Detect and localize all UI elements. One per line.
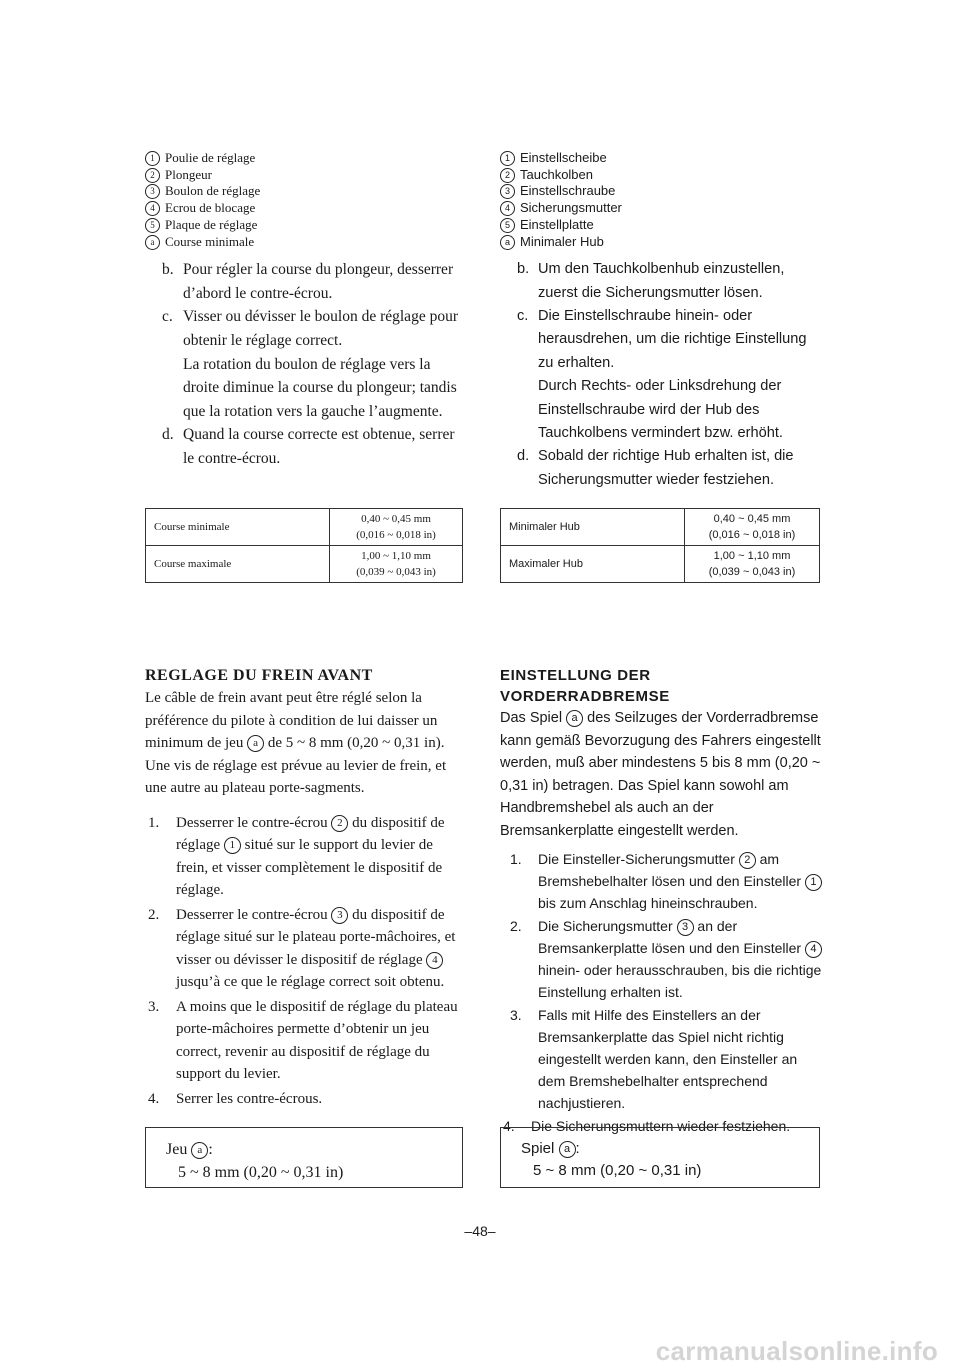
table-row [501, 546, 820, 583]
callout-marker: 4 [145, 201, 160, 216]
spec-label: Minimaler Hub [501, 509, 685, 546]
spec-value-inches: (0,016 ~ 0,018 in) [708, 529, 796, 541]
spec-label: Course minimale [146, 509, 330, 546]
callout-marker: 4 [805, 941, 822, 958]
spec-value-inches: (0,039 ~ 0,043 in) [356, 566, 436, 578]
legend-item [500, 183, 822, 200]
step-text: Durch Rechts- oder Linksdrehung der Einstellschraube wird der Hub des Tauchkolbens vermindert bzw. erhöht. [538, 378, 783, 442]
german-brake-section [500, 665, 822, 1138]
step-text: am Bremshebelhalter lösen und den Einsteller [538, 851, 802, 889]
procedure-step [500, 305, 822, 375]
legend-item [145, 234, 463, 251]
step-text: Pour régler la course du plongeur, desserrer d’abord le contre-écrou. [183, 261, 454, 302]
step-letter: c. [517, 308, 529, 325]
box-colon: : [575, 1140, 580, 1157]
table-row [501, 509, 820, 546]
legend-text: Tauchkolben [520, 166, 593, 182]
step-number: 1. [510, 851, 522, 867]
callout-marker: a [500, 235, 515, 250]
legend-item [500, 234, 822, 251]
callout-marker: a [566, 710, 583, 727]
numbered-step [500, 848, 822, 914]
spec-value-cell [685, 546, 820, 583]
callout-marker: 2 [500, 168, 515, 183]
legend-item [145, 217, 463, 234]
step-number: 2. [148, 906, 160, 923]
step-text: jusqu’à ce que le réglage correct soit obtenu. [176, 974, 445, 991]
procedure-step [500, 445, 822, 492]
spec-box-label [521, 1138, 819, 1160]
german-spec-table [500, 508, 820, 583]
step-number: 1. [148, 814, 160, 831]
numbered-step [145, 904, 463, 994]
step-text: Die Sicherungsmuttern wieder festziehen. [531, 1118, 791, 1134]
procedure-step [145, 423, 463, 470]
callout-marker: 3 [677, 919, 694, 936]
callout-marker: 4 [500, 201, 515, 216]
spec-value-cell [685, 509, 820, 546]
step-letter: b. [517, 261, 530, 278]
step-text: La rotation du boulon de réglage vers la droite diminue la course du plongeur; tandis que la rotation vers la gauche l’augmente. [183, 355, 457, 420]
table-row [146, 546, 463, 583]
legend-item [145, 183, 463, 200]
step-number: 3. [148, 998, 160, 1015]
spec-value: 1,00 ~ 1,10 mm [361, 550, 431, 562]
german-play-spec-box [500, 1127, 820, 1188]
legend-text: Sicherungsmutter [520, 200, 622, 216]
watermark: carmanualsonline.info [655, 1336, 938, 1366]
french-play-spec-box [145, 1127, 463, 1188]
intro-text: Das Spiel [500, 710, 563, 726]
french-brake-section [145, 665, 463, 1112]
callout-marker: a [191, 1142, 208, 1159]
spec-value-inches: (0,039 ~ 0,043 in) [708, 566, 796, 578]
callout-marker: 5 [145, 218, 160, 233]
german-numbered-steps [500, 848, 822, 1137]
german-intro-paragraph [500, 707, 822, 842]
step-text: an der Bremsankerplatte lösen und den Einsteller [538, 918, 802, 956]
step-text: Um den Tauchkolbenhub einzustellen, zuerst die Sicherungsmutter lösen. [538, 261, 785, 301]
step-text: Desserrer le contre-écrou [176, 906, 328, 923]
step-text: situé sur le support du levier de frein, et visser complètement le dispositif de réglage. [176, 837, 443, 899]
step-letter: b. [162, 261, 174, 279]
french-spec-table [145, 508, 463, 583]
callout-marker: 2 [331, 815, 348, 832]
spec-box-value: 5 ~ 8 mm (0,20 ~ 0,31 in) [178, 1164, 344, 1181]
legend-text: Ecrou de blocage [165, 200, 256, 216]
spec-label: Maximaler Hub [501, 546, 685, 583]
french-procedure-steps [145, 258, 463, 470]
procedure-step-note [145, 353, 463, 424]
step-text: Sobald der richtige Hub erhalten ist, die Sicherungsmutter wieder festziehen. [538, 448, 794, 488]
spec-box-value: 5 ~ 8 mm (0,20 ~ 0,31 in) [533, 1162, 702, 1179]
intro-text: de 5 ~ 8 mm (0,20 ~ 0,31 in). Une vis de réglage est prévue au levier de frein, et une autre au plateau porte-sagments. [145, 735, 447, 797]
box-label-text: Jeu [166, 1141, 188, 1158]
legend-text: Einstellscheibe [520, 150, 607, 165]
step-text: A moins que le dispositif de réglage du plateau porte-mâchoires permette d’obtenir un jeu correct, revenir au dispositif de réglage du support du levier. [176, 998, 458, 1083]
german-column [500, 150, 822, 492]
callout-marker: a [247, 735, 264, 752]
callout-marker: 3 [331, 907, 348, 924]
legend-text: Einstellschraube [520, 183, 616, 199]
legend-item [500, 200, 822, 217]
callout-marker: a [559, 1141, 576, 1158]
numbered-step [145, 1088, 463, 1111]
table-row [146, 509, 463, 546]
german-procedure-steps [500, 258, 822, 492]
spec-value-inches: (0,016 ~ 0,018 in) [356, 529, 436, 541]
legend-text: Einstellplatte [520, 216, 594, 232]
step-text: bis zum Anschlag hineinschrauben. [538, 895, 758, 911]
french-intro-paragraph [145, 687, 463, 800]
title-line: EINSTELLUNG DER [500, 667, 651, 684]
callout-marker: a [145, 235, 160, 250]
callout-marker: 2 [145, 168, 160, 183]
step-letter: c. [162, 308, 173, 326]
callout-marker: 1 [224, 837, 241, 854]
numbered-step [145, 996, 463, 1086]
step-text: Visser ou dévisser le boulon de réglage pour obtenir le réglage correct. [183, 308, 458, 349]
spec-value-cell [330, 546, 463, 583]
intro-text: Le câble de frein avant peut être réglé selon la préférence du pilote à condition de lui daisser un minimum de jeu [145, 690, 438, 752]
callout-marker: 3 [145, 184, 160, 199]
spec-value: 0,40 ~ 0,45 mm [361, 513, 431, 525]
procedure-step [500, 258, 822, 305]
legend-item [145, 200, 463, 217]
step-number: 4. [503, 1118, 515, 1134]
intro-text: des Seilzuges der Vorderradbremse kann gemäß Bevorzugung des Fahrers eingestellt werden, muß aber mindestens 5 bis 8 mm (0,20 ~ 0,31 in) betragen. Das Spiel kann sowohl am Handbremshebel als auch an der Bremsankerplatte eingestellt werden. [500, 710, 821, 839]
callout-marker: 4 [426, 952, 443, 969]
step-text: Falls mit Hilfe des Einstellers an der Bremsankerplatte das Spiel nicht richtig eingestellt werden kann, den Einsteller an dem Bremshebelhalter entsprechend nachjustieren. [538, 1007, 798, 1111]
callout-marker: 2 [739, 852, 756, 869]
spec-label: Course maximale [146, 546, 330, 583]
numbered-step [500, 915, 822, 1003]
step-number: 2. [510, 918, 522, 934]
step-number: 3. [510, 1007, 522, 1023]
french-parts-legend [145, 150, 463, 250]
step-text: Quand la course correcte est obtenue, serrer le contre-écrou. [183, 426, 455, 467]
callout-marker: 1 [145, 151, 160, 166]
step-text: Die Sicherungsmutter [538, 918, 673, 934]
step-text: du dispositif de réglage situé sur le plateau porte-mâchoires, et visser ou dévisser le dispositif de réglage [176, 906, 456, 968]
spec-value-cell [330, 509, 463, 546]
legend-text: Course minimale [165, 233, 255, 249]
callout-marker: 3 [500, 184, 515, 199]
legend-text: Plongeur [165, 166, 212, 182]
box-colon: : [208, 1141, 213, 1158]
german-section-title [500, 665, 822, 707]
step-text: Desserrer le contre-écrou [176, 814, 328, 831]
french-numbered-steps [145, 812, 463, 1111]
numbered-step [145, 812, 463, 902]
legend-item [500, 217, 822, 234]
legend-item [145, 150, 463, 167]
step-text: du dispositif de réglage [176, 814, 445, 854]
spec-box-label [166, 1138, 462, 1161]
step-number: 4. [148, 1090, 160, 1107]
step-text: Die Einsteller-Sicherungsmutter [538, 851, 735, 867]
legend-item [500, 150, 822, 167]
legend-item [145, 167, 463, 184]
legend-text: Plaque de réglage [165, 216, 258, 232]
callout-marker: 5 [500, 218, 515, 233]
step-letter: d. [517, 448, 530, 465]
step-text: Serrer les contre-écrous. [176, 1090, 323, 1107]
legend-item [500, 167, 822, 184]
step-letter: d. [162, 426, 174, 444]
legend-text: Boulon de réglage [165, 183, 261, 199]
legend-text: Minimaler Hub [520, 233, 604, 249]
callout-marker: 1 [500, 151, 515, 166]
spec-value: 0,40 ~ 0,45 mm [713, 513, 791, 525]
legend-text: Poulie de réglage [165, 150, 256, 165]
page-number: –48– [464, 1223, 496, 1239]
german-parts-legend [500, 150, 822, 250]
procedure-step-note [500, 375, 822, 445]
title-line: VORDERRADBREMSE [500, 688, 670, 705]
spec-value: 1,00 ~ 1,10 mm [713, 550, 791, 562]
callout-marker: 1 [805, 874, 822, 891]
french-section-title: REGLAGE DU FREIN AVANT [145, 667, 373, 684]
step-text: hinein- oder herausschrauben, bis die richtige Einstellung erhalten ist. [538, 962, 822, 1000]
french-column [145, 150, 463, 471]
procedure-step [145, 258, 463, 305]
box-label-text: Spiel [521, 1140, 555, 1157]
numbered-step [500, 1004, 822, 1114]
step-text: Die Einstellschraube hinein- oder herausdrehen, um die richtige Einstellung zu erhalten. [538, 308, 807, 371]
procedure-step [145, 305, 463, 352]
